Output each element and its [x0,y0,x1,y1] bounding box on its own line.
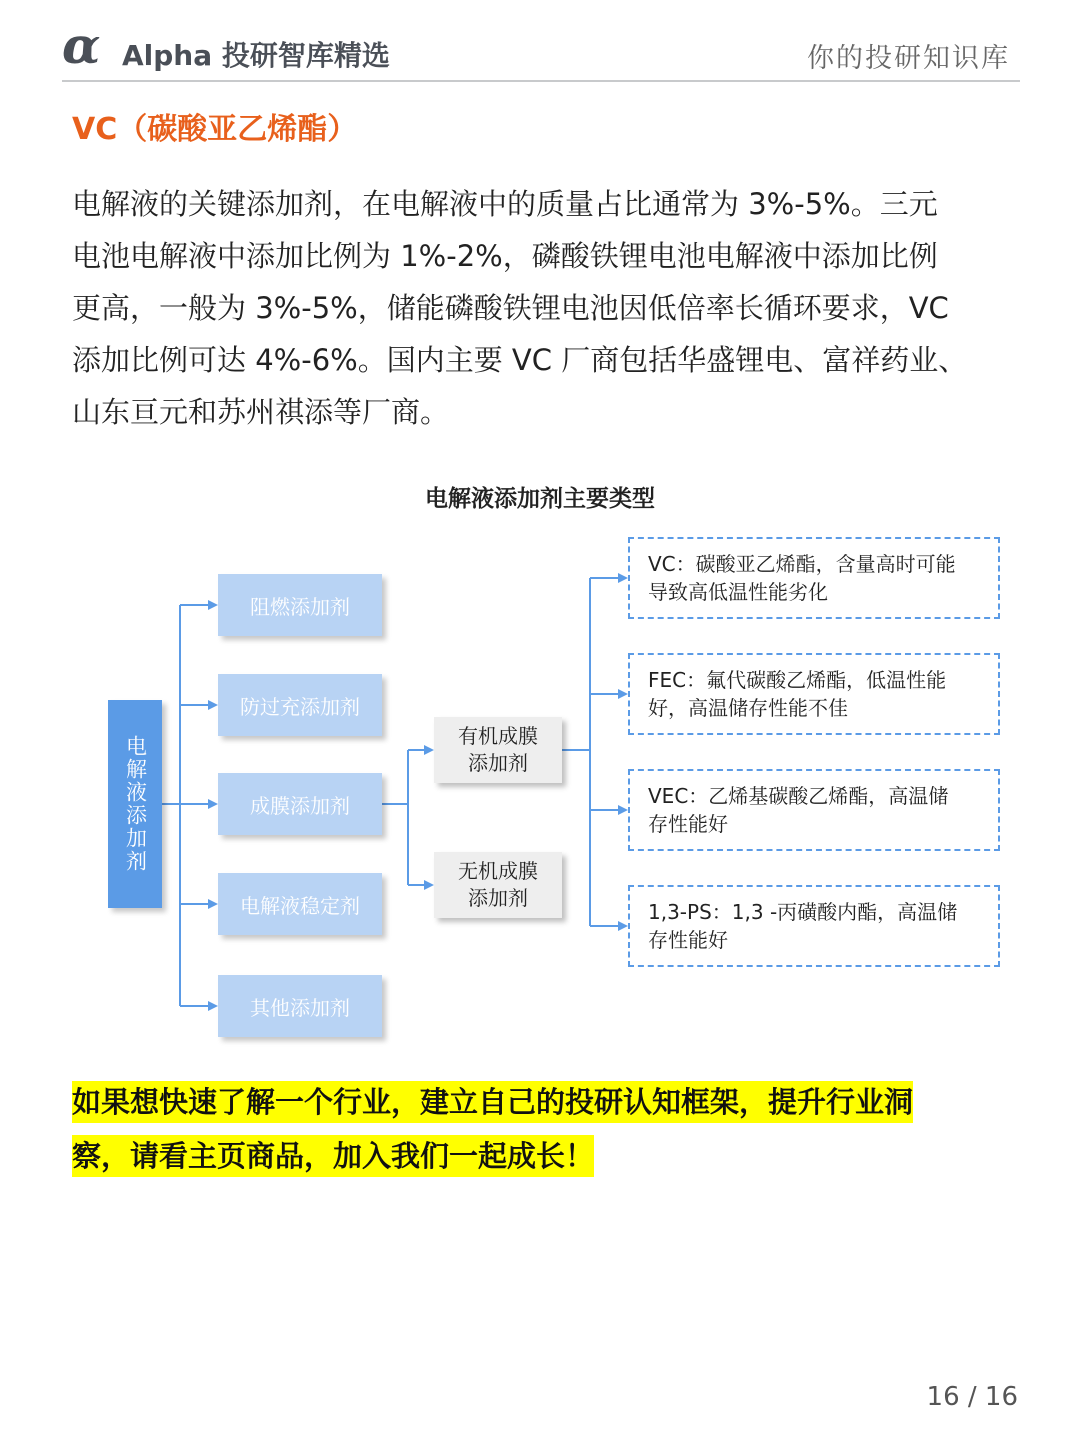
body-line: 添加比例可达 4%-6%。国内主要 VC 厂商包括华盛锂电、富祥药业、 [72,343,968,377]
category-film-forming: 成膜添加剂 [218,773,382,835]
header-tagline: 你的投研知识库 [807,43,1010,74]
subtype-organic [434,717,562,783]
page-number: 16 / 16 [926,1382,1018,1412]
body-line: 山东亘元和苏州祺添等厂商。 [72,395,450,429]
root-node: 电解液添加剂 [108,700,162,908]
desc-line: VC：碳酸亚乙烯酯，含量高时可能 [648,552,956,576]
subtype-inorganic [434,852,562,918]
category-flame-retardant: 阻燃添加剂 [218,574,382,636]
body-line: 电解液的关键添加剂，在电解液中的质量占比通常为 3%-5%。三元 [72,187,938,221]
desc-line: 存性能好 [648,812,728,836]
body-line: 更高，一般为 3%-5%，储能磷酸铁锂电池因低倍率长循环要求，VC [72,291,949,325]
desc-ps [628,885,1000,967]
desc-fec [628,653,1000,735]
category-stabilizer: 电解液稳定剂 [218,873,382,935]
desc-vc [628,537,1000,619]
category-overcharge: 防过充添加剂 [218,674,382,736]
desc-vec [628,769,1000,851]
promo-line: 察，请看主页商品，加入我们一起成长！ [72,1135,594,1177]
promo-line: 如果想快速了解一个行业，建立自己的投研认知框架，提升行业洞 [72,1081,913,1123]
desc-line: FEC：氟代碳酸乙烯酯，低温性能 [648,668,947,692]
subtype-line: 有机成膜 [458,724,538,748]
subtype-line: 无机成膜 [458,859,538,883]
section-title: VC（碳酸亚乙烯酯） [72,112,358,147]
desc-line: 存性能好 [648,928,728,952]
body-line: 电池电解液中添加比例为 1%-2%，磷酸铁锂电池电解液中添加比例 [72,239,938,273]
brand-title: Alpha 投研智库精选 [122,39,390,72]
desc-line: 1,3-PS：1,3 -丙磺酸内酯，高温储 [648,900,958,924]
alpha-logo-icon: α [62,16,101,75]
subtype-line: 添加剂 [468,751,528,775]
subtype-line: 添加剂 [468,886,528,910]
category-other: 其他添加剂 [218,975,382,1037]
diagram-title: 电解液添加剂主要类型 [425,486,655,512]
desc-line: 导致高低温性能劣化 [648,580,828,604]
desc-line: 好，高温储存性能不佳 [648,696,848,720]
promo-callout [72,1075,1012,1183]
desc-line: VEC：乙烯基碳酸乙烯酯，高温储 [648,784,949,808]
